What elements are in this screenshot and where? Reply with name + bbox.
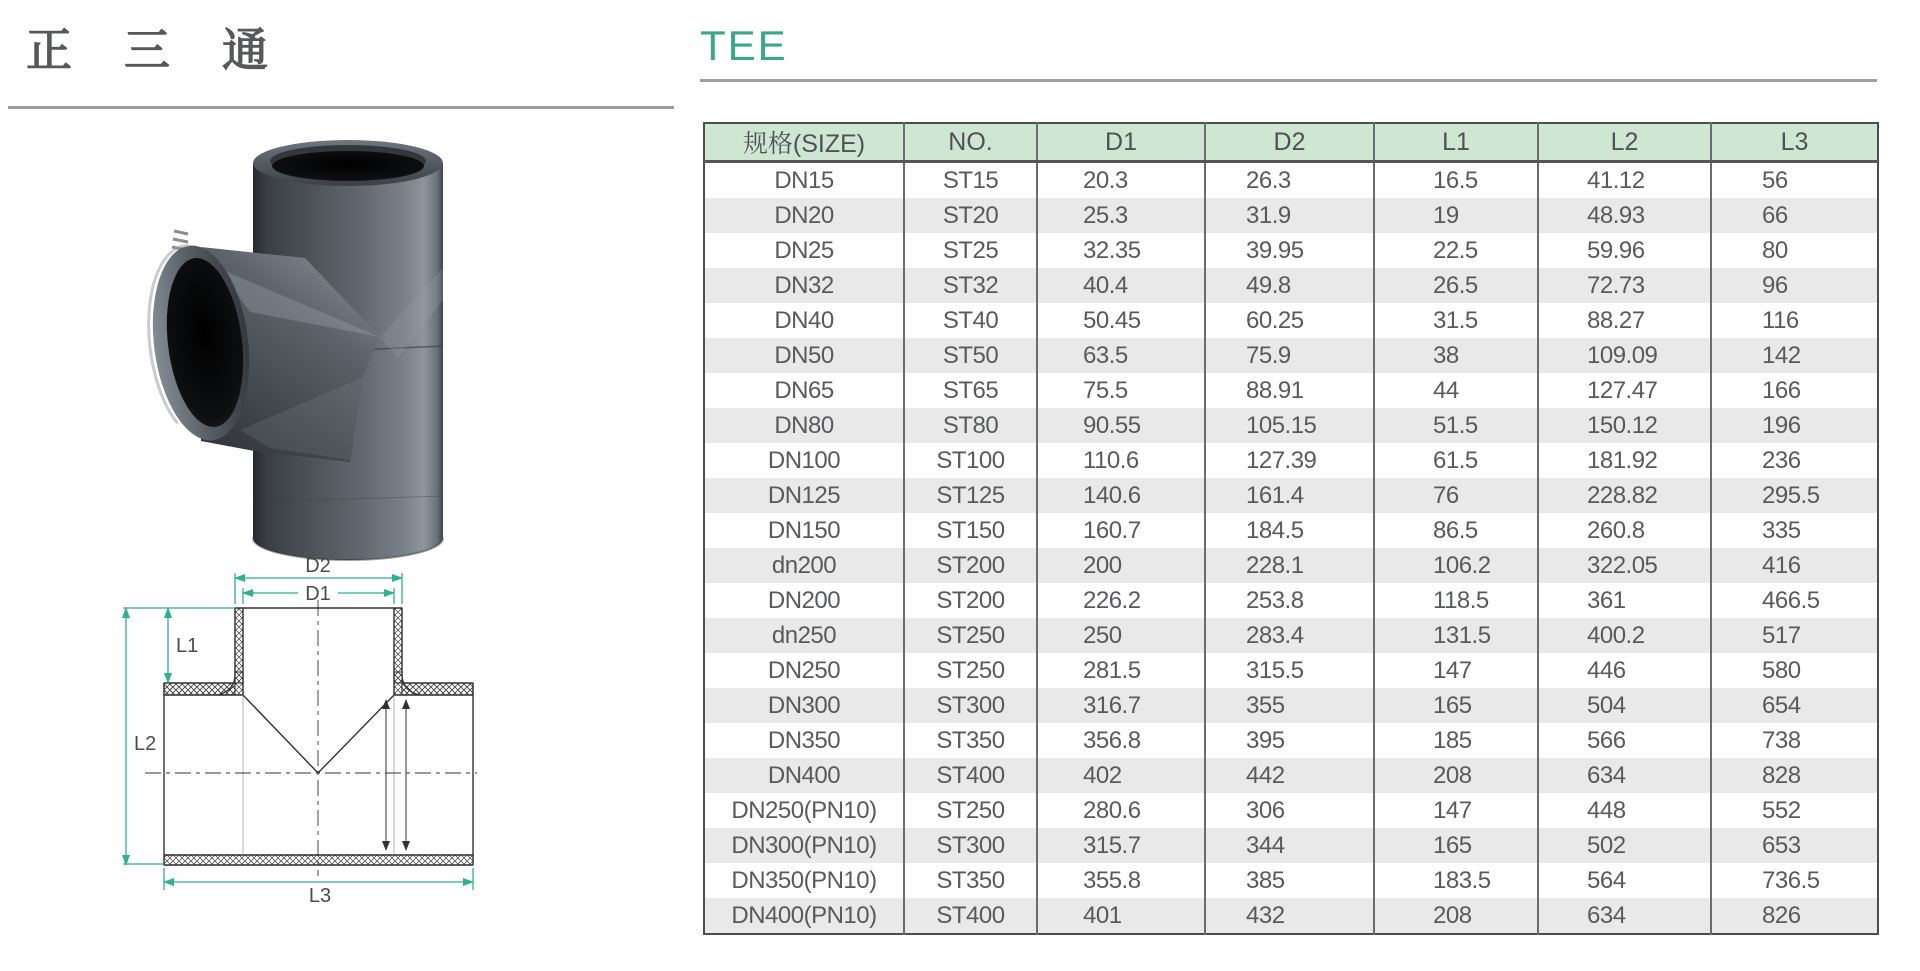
table-cell: 344 xyxy=(1205,828,1374,863)
table-cell: 236 xyxy=(1711,443,1878,478)
table-cell: DN250 xyxy=(767,656,841,684)
table-cell: DN40 xyxy=(774,306,834,334)
table-cell: 402 xyxy=(1037,758,1205,793)
table-cell: 105.15 xyxy=(1205,408,1374,443)
table-cell: 59.96 xyxy=(1538,233,1711,268)
table-row xyxy=(704,793,1878,828)
table-cell: 44 xyxy=(1374,373,1538,408)
table-cell: DN400(PN10) xyxy=(731,901,877,929)
table-cell: 200 xyxy=(1037,548,1205,583)
table-cell: 118.5 xyxy=(1374,583,1538,618)
table-cell: 634 xyxy=(1538,898,1711,934)
table-row xyxy=(704,618,1878,653)
table-cell: DN200 xyxy=(767,586,841,614)
table-cell: ST50 xyxy=(904,338,1037,373)
table-cell: 502 xyxy=(1538,828,1711,863)
table-cell: 466.5 xyxy=(1711,583,1878,618)
table-cell: ST25 xyxy=(904,233,1037,268)
table-row xyxy=(704,233,1878,268)
table-cell: ST350 xyxy=(904,723,1037,758)
table-cell: 72.73 xyxy=(1538,268,1711,303)
table-row xyxy=(704,863,1878,898)
table-cell: 160.7 xyxy=(1037,513,1205,548)
table-cell: 86.5 xyxy=(1374,513,1538,548)
table-cell: 38 xyxy=(1374,338,1538,373)
table-cell: 109.09 xyxy=(1538,338,1711,373)
page-title-cn: 正 三 通 xyxy=(26,23,287,77)
table-cell: ST250 xyxy=(904,653,1037,688)
table-cell: ST350 xyxy=(904,863,1037,898)
table-cell: 208 xyxy=(1374,898,1538,934)
table-cell: 356.8 xyxy=(1037,723,1205,758)
table-cell: 196 xyxy=(1711,408,1878,443)
table-cell: 165 xyxy=(1374,688,1538,723)
dimension-label-l2: L2 xyxy=(134,733,157,755)
table-row xyxy=(704,723,1878,758)
column-header-l2: L2 xyxy=(1538,123,1711,162)
table-row xyxy=(704,268,1878,303)
table-cell: 385 xyxy=(1205,863,1374,898)
table-cell: dn250 xyxy=(771,621,837,649)
table-cell: DN400 xyxy=(767,761,841,789)
table-cell: 75.9 xyxy=(1205,338,1374,373)
table-row xyxy=(704,513,1878,548)
table-cell: 127.39 xyxy=(1205,443,1374,478)
table-cell: 142 xyxy=(1711,338,1878,373)
table-cell: 736.5 xyxy=(1711,863,1878,898)
table-cell: 828 xyxy=(1711,758,1878,793)
table-cell: 20.3 xyxy=(1037,162,1205,199)
column-header-size: 规格(SIZE) xyxy=(704,123,904,162)
table-cell: 76 xyxy=(1374,478,1538,513)
table-cell: 401 xyxy=(1037,898,1205,934)
table-cell: 361 xyxy=(1538,583,1711,618)
table-cell: 110.6 xyxy=(1037,443,1205,478)
table-cell: 653 xyxy=(1711,828,1878,863)
table-cell: ST300 xyxy=(904,688,1037,723)
table-cell: 517 xyxy=(1711,618,1878,653)
table-cell: 48.93 xyxy=(1538,198,1711,233)
title-divider-right xyxy=(700,79,1877,82)
table-row xyxy=(704,898,1878,934)
product-photo xyxy=(100,130,620,570)
table-cell: 580 xyxy=(1711,653,1878,688)
column-header-l1: L1 xyxy=(1374,123,1538,162)
table-cell: 355 xyxy=(1205,688,1374,723)
table-cell: 49.8 xyxy=(1205,268,1374,303)
table-row xyxy=(704,162,1878,199)
table-row xyxy=(704,198,1878,233)
table-row xyxy=(704,408,1878,443)
table-cell: 183.5 xyxy=(1374,863,1538,898)
table-cell: 226.2 xyxy=(1037,583,1205,618)
table-cell: DN50 xyxy=(774,341,834,369)
table-cell: 127.47 xyxy=(1538,373,1711,408)
table-cell: ST250 xyxy=(904,618,1037,653)
table-cell: dn200 xyxy=(771,551,837,579)
table-cell: 116 xyxy=(1711,303,1878,338)
dimension-label-d2: D2 xyxy=(305,555,331,577)
table-cell: ST65 xyxy=(904,373,1037,408)
table-cell: 442 xyxy=(1205,758,1374,793)
table-cell: 147 xyxy=(1374,653,1538,688)
table-row xyxy=(704,443,1878,478)
table-row xyxy=(704,478,1878,513)
table-cell: DN100 xyxy=(767,446,841,474)
table-cell: DN15 xyxy=(774,166,834,194)
table-cell: 90.55 xyxy=(1037,408,1205,443)
table-cell: 61.5 xyxy=(1374,443,1538,478)
table-row xyxy=(704,758,1878,793)
table-cell: 150.12 xyxy=(1538,408,1711,443)
column-header-d2: D2 xyxy=(1205,123,1374,162)
table-cell: ST300 xyxy=(904,828,1037,863)
table-cell: 50.45 xyxy=(1037,303,1205,338)
table-cell: ST400 xyxy=(904,898,1037,934)
table-cell: 19 xyxy=(1374,198,1538,233)
table-cell: 39.95 xyxy=(1205,233,1374,268)
table-cell: 51.5 xyxy=(1374,408,1538,443)
table-cell: 250 xyxy=(1037,618,1205,653)
table-cell: 32.35 xyxy=(1037,233,1205,268)
table-cell: ST400 xyxy=(904,758,1037,793)
table-cell: ST32 xyxy=(904,268,1037,303)
dimension-label-l1: L1 xyxy=(176,635,199,657)
column-header-l3: L3 xyxy=(1711,123,1878,162)
table-cell: DN65 xyxy=(774,376,834,404)
table-cell: 504 xyxy=(1538,688,1711,723)
table-cell: ST250 xyxy=(904,793,1037,828)
table-row xyxy=(704,828,1878,863)
spec-table-body xyxy=(704,162,1878,935)
table-cell: 826 xyxy=(1711,898,1878,934)
table-cell: 416 xyxy=(1711,548,1878,583)
table-cell: 16.5 xyxy=(1374,162,1538,199)
table-cell: 75.5 xyxy=(1037,373,1205,408)
table-cell: 395 xyxy=(1205,723,1374,758)
table-cell: 31.5 xyxy=(1374,303,1538,338)
table-cell: 26.3 xyxy=(1205,162,1374,199)
table-row xyxy=(704,548,1878,583)
table-cell: 22.5 xyxy=(1374,233,1538,268)
table-cell: 253.8 xyxy=(1205,583,1374,618)
table-cell: 552 xyxy=(1711,793,1878,828)
table-cell: 280.6 xyxy=(1037,793,1205,828)
table-row xyxy=(704,583,1878,618)
table-cell: 316.7 xyxy=(1037,688,1205,723)
table-cell: DN300 xyxy=(767,691,841,719)
table-cell: 161.4 xyxy=(1205,478,1374,513)
table-cell: 181.92 xyxy=(1538,443,1711,478)
table-cell: 738 xyxy=(1711,723,1878,758)
table-cell: 432 xyxy=(1205,898,1374,934)
table-cell: ST20 xyxy=(904,198,1037,233)
table-cell: 281.5 xyxy=(1037,653,1205,688)
table-row xyxy=(704,303,1878,338)
table-cell: ST80 xyxy=(904,408,1037,443)
table-cell: 564 xyxy=(1538,863,1711,898)
table-cell: 228.1 xyxy=(1205,548,1374,583)
table-cell: 147 xyxy=(1374,793,1538,828)
table-cell: ST200 xyxy=(904,583,1037,618)
table-header-row xyxy=(704,123,1878,162)
table-cell: ST125 xyxy=(904,478,1037,513)
table-cell: 295.5 xyxy=(1711,478,1878,513)
table-cell: 634 xyxy=(1538,758,1711,793)
table-cell: 88.27 xyxy=(1538,303,1711,338)
table-cell: 184.5 xyxy=(1205,513,1374,548)
table-cell: 283.4 xyxy=(1205,618,1374,653)
table-cell: DN20 xyxy=(774,201,834,229)
table-cell: 56 xyxy=(1711,162,1878,199)
table-row xyxy=(704,373,1878,408)
table-cell: DN350 xyxy=(767,726,841,754)
table-cell: DN80 xyxy=(774,411,834,439)
table-cell: 228.82 xyxy=(1538,478,1711,513)
table-cell: ST15 xyxy=(904,162,1037,199)
column-header-no: NO. xyxy=(904,123,1037,162)
table-cell: DN250(PN10) xyxy=(731,796,877,824)
table-cell: DN150 xyxy=(767,516,841,544)
table-cell: 654 xyxy=(1711,688,1878,723)
table-cell: 25.3 xyxy=(1037,198,1205,233)
table-cell: 208 xyxy=(1374,758,1538,793)
table-cell: DN300(PN10) xyxy=(731,831,877,859)
table-cell: 63.5 xyxy=(1037,338,1205,373)
table-cell: DN350(PN10) xyxy=(731,866,877,894)
table-cell: 80 xyxy=(1711,233,1878,268)
table-cell: 40.4 xyxy=(1037,268,1205,303)
page-title-en: TEE xyxy=(700,22,788,69)
table-row xyxy=(704,653,1878,688)
table-cell: 322.05 xyxy=(1538,548,1711,583)
dimension-label-d1: D1 xyxy=(305,583,331,605)
table-cell: 306 xyxy=(1205,793,1374,828)
table-row xyxy=(704,688,1878,723)
table-cell: 185 xyxy=(1374,723,1538,758)
table-cell: 355.8 xyxy=(1037,863,1205,898)
table-cell: DN125 xyxy=(767,481,841,509)
table-cell: 315.5 xyxy=(1205,653,1374,688)
table-cell: DN25 xyxy=(774,236,834,264)
table-cell: ST100 xyxy=(904,443,1037,478)
table-cell: 26.5 xyxy=(1374,268,1538,303)
table-cell: 31.9 xyxy=(1205,198,1374,233)
table-cell: 315.7 xyxy=(1037,828,1205,863)
table-cell: 106.2 xyxy=(1374,548,1538,583)
table-cell: 131.5 xyxy=(1374,618,1538,653)
table-cell: DN32 xyxy=(774,271,834,299)
dimension-drawing xyxy=(80,540,640,960)
table-cell: 260.8 xyxy=(1538,513,1711,548)
table-cell: ST150 xyxy=(904,513,1037,548)
table-row xyxy=(704,338,1878,373)
table-cell: 165 xyxy=(1374,828,1538,863)
table-cell: 446 xyxy=(1538,653,1711,688)
table-cell: 566 xyxy=(1538,723,1711,758)
table-cell: 96 xyxy=(1711,268,1878,303)
table-cell: ST200 xyxy=(904,548,1037,583)
table-cell: 400.2 xyxy=(1538,618,1711,653)
table-cell: 335 xyxy=(1711,513,1878,548)
dimension-label-l3: L3 xyxy=(308,885,332,907)
table-cell: 140.6 xyxy=(1037,478,1205,513)
table-cell: 60.25 xyxy=(1205,303,1374,338)
table-cell: 88.91 xyxy=(1205,373,1374,408)
title-divider-left xyxy=(8,106,674,109)
table-cell: 448 xyxy=(1538,793,1711,828)
column-header-d1: D1 xyxy=(1037,123,1205,162)
table-cell: ST40 xyxy=(904,303,1037,338)
table-cell: 66 xyxy=(1711,198,1878,233)
table-cell: 41.12 xyxy=(1538,162,1711,199)
spec-table xyxy=(703,122,1879,935)
table-cell: 166 xyxy=(1711,373,1878,408)
